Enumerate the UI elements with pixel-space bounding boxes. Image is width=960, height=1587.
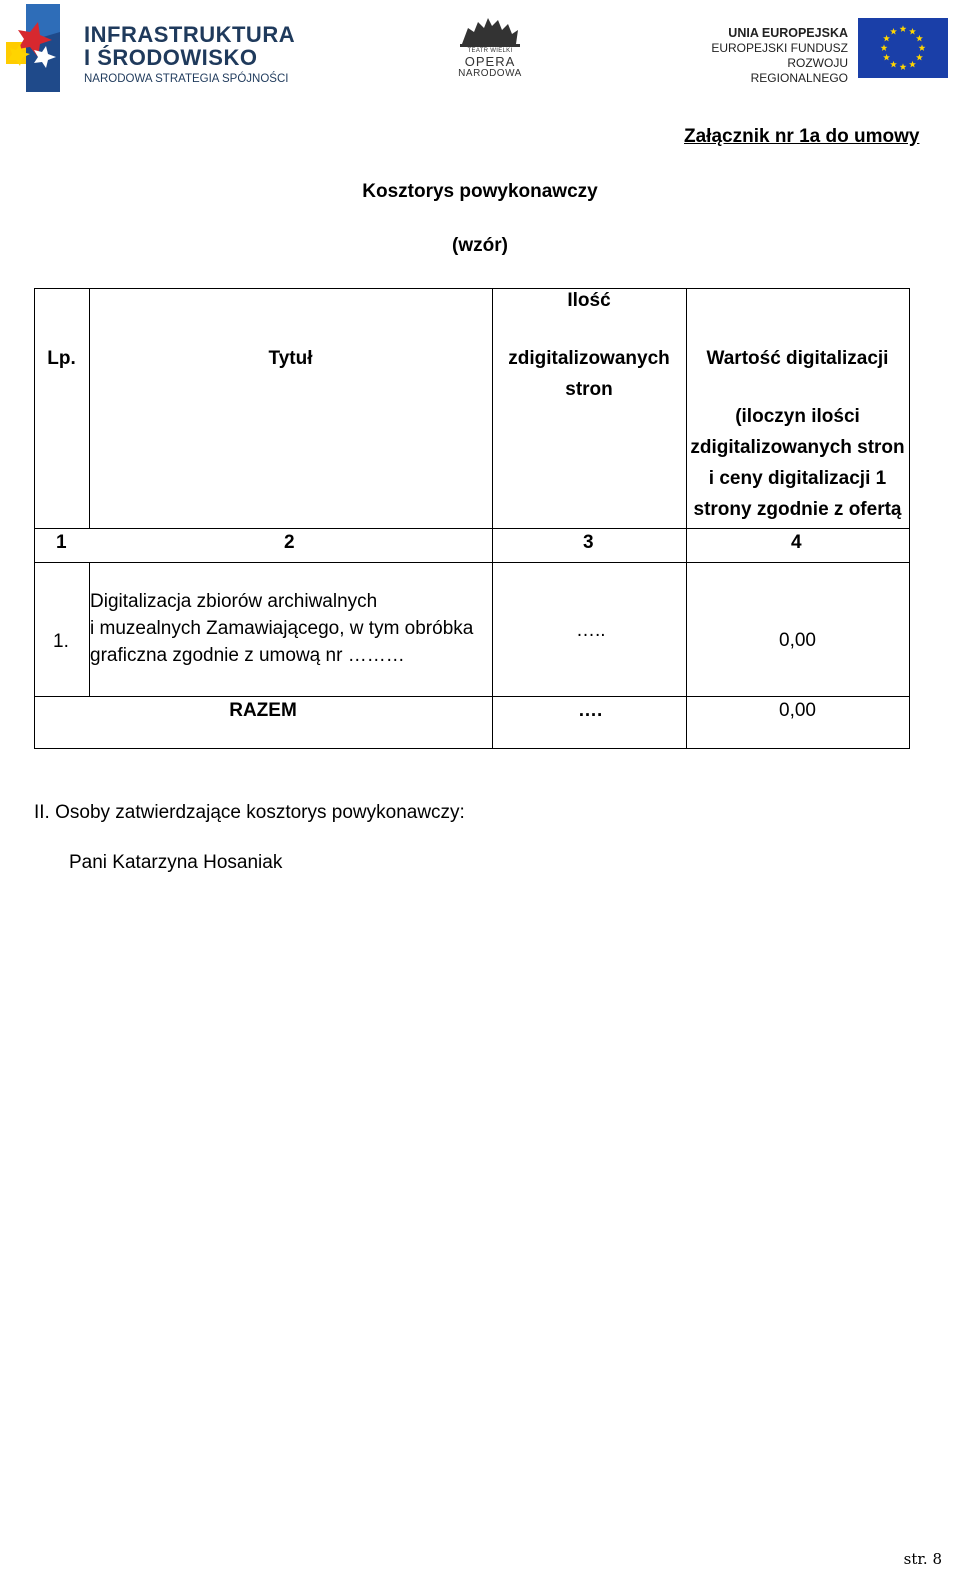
logo-opera-line3: NARODOWA [458, 68, 522, 79]
header-qty-line3: stron [565, 379, 613, 400]
eu-flag-icon [858, 18, 948, 78]
row-title-line3: graficzna zgodnie z umową nr ……… [90, 645, 405, 666]
table-border [34, 696, 910, 697]
header-value-line1: Wartość digitalizacji [706, 348, 889, 369]
table-border [34, 288, 910, 289]
logo-opera [458, 14, 528, 84]
column-number: 4 [791, 532, 802, 553]
column-number: 1 [56, 532, 67, 553]
table-border [34, 562, 910, 563]
logo-line1: INFRASTRUKTURA [84, 22, 296, 47]
table-border [34, 748, 910, 749]
row-title-line1: Digitalizacja zbiorów archiwalnych [90, 591, 378, 612]
logo-eu-text [696, 26, 848, 86]
header-qty-line2: zdigitalizowanych [508, 348, 670, 369]
table-border [34, 528, 910, 529]
row-value: 0,00 [779, 630, 816, 651]
table-border [909, 288, 910, 749]
column-number: 3 [583, 532, 594, 553]
total-label: RAZEM [229, 700, 297, 721]
row-lp: 1. [53, 631, 69, 652]
page-subtitle: (wzór) [452, 235, 508, 256]
eu-line1: UNIA EUROPEJSKA [728, 26, 848, 40]
logo-infrastruktura [4, 2, 294, 94]
header-value-line4: i ceny digitalizacji 1 [708, 468, 887, 489]
approver-name: Pani Katarzyna Hosaniak [69, 852, 283, 873]
section-heading: II. Osoby zatwierdzające kosztorys powykonawczy: [34, 802, 465, 823]
table-border [89, 288, 90, 529]
header-value-line2: (iloczyn ilości [735, 406, 860, 427]
row-qty: ….. [576, 620, 606, 641]
eu-line2: EUROPEJSKI FUNDUSZ [711, 41, 848, 55]
row-title-line2: i muzealnych Zamawiającego, w tym obróbka [90, 618, 474, 639]
total-value: 0,00 [779, 700, 816, 721]
header-value-line3: zdigitalizowanych stron [690, 437, 905, 458]
column-number: 2 [284, 532, 295, 553]
header-qty-line1: Ilość [567, 290, 611, 311]
logo-line3: NARODOWA STRATEGIA SPÓJNOŚCI [84, 73, 289, 85]
page-title: Kosztorys powykonawczy [362, 181, 598, 202]
annex-label: Załącznik nr 1a do umowy [684, 126, 920, 147]
header-lp: Lp. [47, 348, 76, 369]
logo-line2: I ŚRODOWISKO [84, 45, 258, 70]
logo-opera-line2: OPERA [464, 54, 516, 69]
page-number: str. 8 [903, 1550, 942, 1568]
header-title: Tytuł [268, 348, 313, 369]
eu-line3: ROZWOJU REGIONALNEGO [750, 56, 848, 85]
total-qty: …. [578, 700, 603, 721]
logo-opera-line1: TEATR WIELKI [467, 48, 513, 54]
header-value-line5: strony zgodnie z ofertą [693, 499, 902, 520]
horses-sculpture-icon [458, 14, 522, 48]
star-flag-icon [4, 2, 80, 94]
